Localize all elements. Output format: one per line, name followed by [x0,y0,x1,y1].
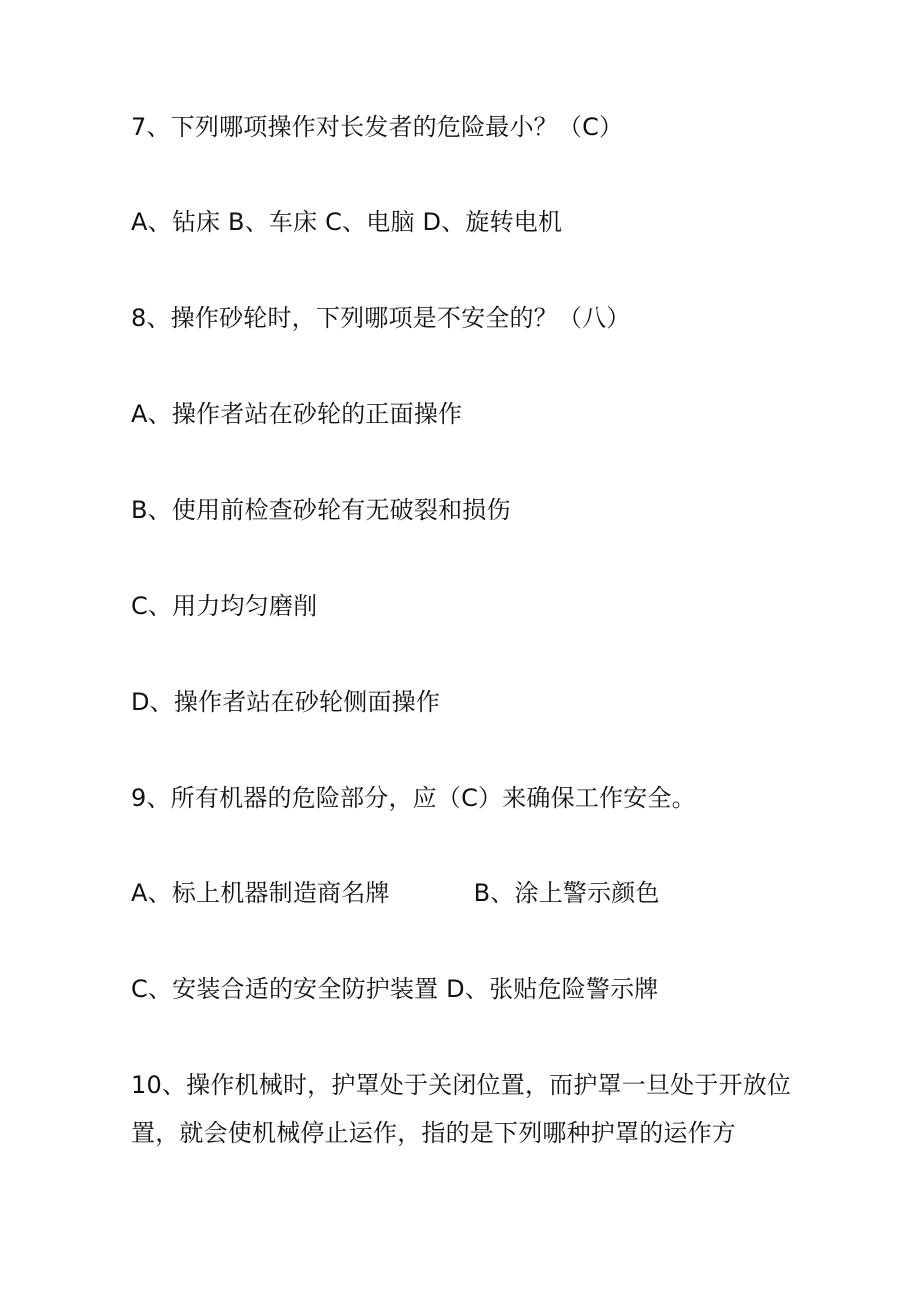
question-8-option-a: A、操作者站在砂轮的正面操作 [131,400,463,428]
question-8-option-c: C、用力均匀磨削 [131,592,318,620]
question-9-option-b: B、涂上警示颜色 [473,879,660,907]
question-9-stem: 9、所有机器的危险部分，应（C）来确保工作安全。 [131,784,696,812]
question-8-option-b: B、使用前检查砂轮有无破裂和损伤 [131,496,511,524]
question-10-stem-line-1: 10、操作机械时，护罩处于关闭位置，而护罩一旦处于开放位 [131,1071,792,1099]
question-7-options: A、钻床 B、车床 C、电脑 D、旋转电机 [131,208,563,236]
question-9-options-row-1 [131,877,660,909]
question-7-stem: 7、下列哪项操作对长发者的危险最小？（C） [131,113,624,141]
question-9-option-a: A、标上机器制造商名牌 [131,879,390,907]
question-10-stem-line-2: 置，就会使机械停止运作，指的是下列哪种护罩的运作方 [131,1119,736,1147]
question-8-stem: 8、操作砂轮时，下列哪项是不安全的？（八） [131,304,631,332]
question-8-option-d: D、操作者站在砂轮侧面操作 [131,688,441,716]
question-9-options-row-2: C、安装合适的安全防护装置 D、张贴危险警示牌 [131,975,659,1003]
